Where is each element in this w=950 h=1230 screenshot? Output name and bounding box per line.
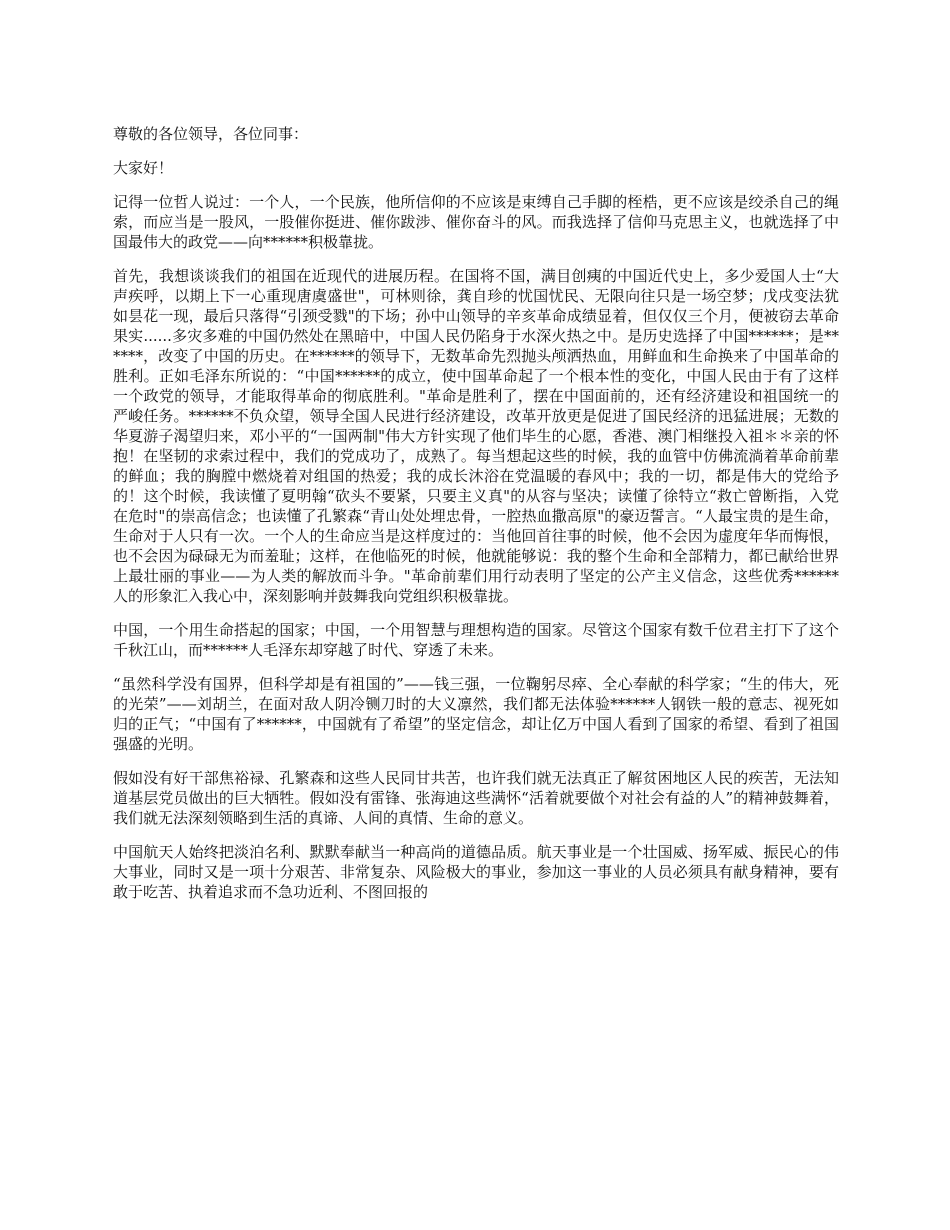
greeting: 大家好！ xyxy=(113,159,174,177)
paragraph-intro: 记得一位哲人说过：一个人，一个民族，他所信仰的不应该是束缚自己手脚的桎梏，更不应该是绞杀自己的绳索，而应当是一股风，一股催你挺进、催你跋涉、催你奋斗的风。而我选择了信仰马克思主义，也就选择了中国最伟大的政党——向******积极靠拢。 xyxy=(113,193,839,251)
paragraph-china: 中国，一个用生命搭起的国家；中国，一个用智慧与理想构造的国家。尽管这个国家有数千位君主打下了这个千秋江山，而******人毛泽东却穿越了时代、穿透了未来。 xyxy=(113,621,839,659)
paragraph-cadres: 假如没有好干部焦裕禄、孔繁森和这些人民同甘共苦，也许我们就无法真正了解贫困地区人民的疾苦，无法知道基层党员做出的巨大牺牲。假如没有雷锋、张海迪这些满怀“活着就要做个对社会有益的人”的精神鼓舞着，我们就无法深刻领略到生活的真谛、人间的真情、生命的意义。 xyxy=(113,769,839,827)
paragraph-aerospace: 中国航天人始终把淡泊名利、默默奉献当一种高尚的道德品质。航天事业是一个壮国威、扬军威、振民心的伟大事业，同时又是一项十分艰苦、非常复杂、风险极大的事业，参加这一事业的人员必须具有献身精神，要有敢于吃苦、执着追求而不急功近利、不图回报的 xyxy=(113,843,839,901)
document-body xyxy=(113,124,839,916)
salutation: 尊敬的各位领导，各位同事： xyxy=(113,125,309,143)
paragraph-history: 首先，我想谈谈我们的祖国在近现代的进展历程。在国将不国，满目创痍的中国近代史上，多少爱国人士“大声疾呼，以期上下一心重现唐虞盛世"，可林则徐，龚自珍的忧国忧民、无限向往只是一场空梦；戊戌变法犹如昙花一现，最后只落得“引颈受戮"的下场；孙中山领导的辛亥革命成绩显着，但仅仅三个月，便被窃去革命果实......多灾多难的中国仍然处在黑暗中，中国人民仍陷身于水深火热之中。是历史选择了中国******；是******，改变了中国的历史。在******的领导下，无数革命先烈抛头颅洒热血，用鲜血和生命换来了中国革命的胜利。正如毛泽东所说的：“中国******的成立，使中国革命起了一个根本性的变化，中国人民由于有了这样一个政党的领导，才能取得革命的彻底胜利。"革命是胜利了，摆在中国面前的，还有经济建设和祖国统一的严峻任务。******不负众望，领导全国人民进行经济建设，改革开放更是促进了国民经济的迅猛进展；无数的华夏游子渴望归来，邓小平的“一国两制"伟大方针实现了他们毕生的心愿，香港、澳门相继投入祖＊＊亲的怀抱！在坚韧的求索过程中，我们的党成功了，成熟了。每当想起这些的时候，我的血管中仿佛流淌着革命前辈的鲜血；我的胸膛中燃烧着对组国的热爱；我的成长沐浴在党温暖的春风中；我的一切，都是伟大的党给予的！这个时候，我读懂了夏明翰“砍头不要紧，只要主义真"的从容与坚决；读懂了徐特立“救亡曾断指，入党在危时"的崇高信念；也读懂了孔繁森“青山处处埋忠骨，一腔热血撒高原"的豪迈誓言。“人最宝贵的是生命，生命对于人只有一次。一个人的生命应当是这样度过的：当他回首往事的时候，他不会因为虚度年华而悔恨，也不会因为碌碌无为而羞耻；这样，在他临死的时候，他就能够说：我的整个生命和全部精力，都已献给世界上最壮丽的事业——为人类的解放而斗争。"革命前辈们用行动表明了坚定的公产主义信念，这些优秀******人的形象汇入我心中，深刻影响并鼓舞我向党组织积极靠拢。 xyxy=(113,267,840,605)
paragraph-scientists: “虽然科学没有国界，但科学却是有祖国的”——钱三强，一位鞠躬尽瘁、全心奉献的科学家；“生的伟大，死的光荣”——刘胡兰，在面对敌人阴冷铡刀时的大义凛然，我们都无法体验******人钢铁一般的意志、视死如归的正气；“中国有了******，中国就有了希望”的坚定信念，却让亿万中国人看到了国家的希望、看到了祖国强盛的光明。 xyxy=(113,675,839,753)
